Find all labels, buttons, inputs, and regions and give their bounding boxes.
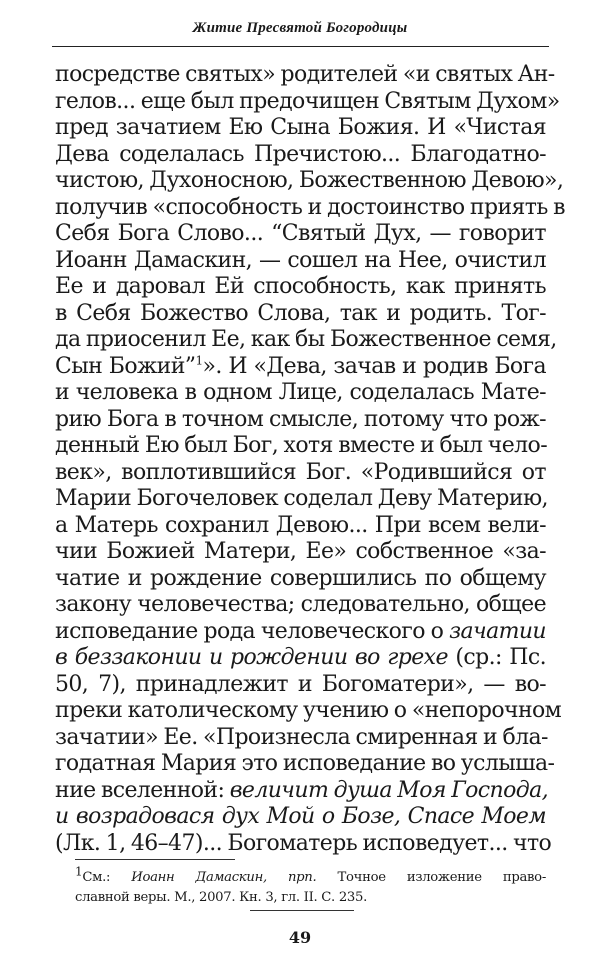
footnote-author: Иоанн Дамаскин, прп.	[131, 870, 317, 885]
text-line: пред зачатием Ею Сына Божия. И «Чистая	[55, 115, 546, 140]
footnote	[75, 864, 546, 908]
text-line: зачатии» Ее. «Произнесла смиренная и бла-	[55, 724, 548, 750]
text-line: получив «способность и достоинство приять в	[55, 194, 565, 220]
text-line: в Себя Божество Слова, так и родить. Тог-	[55, 300, 546, 326]
text-line: да приосенил Ее, как бы Божественное семя,	[55, 327, 557, 352]
text-line: Марии Богочеловек соделал Деву Материю,	[55, 486, 548, 511]
text-line: и человека в одном Лице, соделалась Мате-	[55, 380, 546, 405]
text-line: в беззаконии и рождении во грехе (ср.: Пс.	[55, 645, 546, 670]
main-text	[55, 62, 565, 857]
page-number-rule	[250, 910, 354, 911]
header-rule	[52, 46, 549, 47]
text-line: и возрадовася дух Мой о Бозе, Спасе Моем	[55, 804, 546, 829]
text-line: рию Бога в точном смысле, потому что рож-	[55, 406, 546, 432]
text-line: закону человечества; следовательно, общее	[55, 592, 546, 617]
text-line: Иоанн Дамаскин, — сошел на Нее, очистил	[55, 247, 546, 273]
text-line: чии Божией Матери, Ее» собственное «за-	[55, 539, 546, 564]
footnote-marker: 1	[75, 864, 83, 879]
text-line: 50, 7), принадлежит и Богоматери», — во-	[55, 671, 546, 697]
text-line: (Лк. 1, 46–47)... Богоматерь исповедует... что	[55, 830, 552, 856]
running-head-title: Житие Пресвятой Богородицы	[192, 20, 408, 36]
footnote-line-2: славной веры. М., 2007. Кн. 3, гл. II. С. 235.	[75, 890, 367, 905]
text-line: Сын Божий”$^1$». И «Дева, зачав и родив Бога	[55, 353, 546, 379]
text-line: гелов... еще был предочищен Святым Духом»	[55, 88, 560, 114]
text-line: преки католическому учению о «непорочном	[55, 698, 562, 723]
text-line: посредстве святых» родителей «и святых Ан-	[55, 62, 555, 87]
text-line: годатная Мария это исповедание во услыша-	[55, 751, 555, 776]
text-line: Дева соделалась Пречистою... Благодатно-	[55, 141, 546, 167]
text-line: Ее и даровал Ей способность, как принять	[55, 274, 546, 299]
footnote-reference: 1	[195, 353, 203, 368]
text-line: ние вселенной: величит душа Моя Господа,	[55, 777, 548, 803]
page-number: 49	[288, 928, 312, 947]
footnote-line-1: $^1$См.: Иоанн Дамаскин, прп. Точное изложение право-	[75, 864, 546, 885]
text-line: чистою, Духоносною, Божественною Девою»,	[55, 168, 564, 193]
footnote-rule	[75, 859, 235, 860]
text-line: Себя Бога Слово... “Святый Дух, — говорит	[55, 221, 546, 246]
text-line: чатие и рождение совершились по общему	[55, 565, 546, 591]
text-line: век», воплотившийся Бог. «Родившийся от	[55, 459, 546, 485]
text-line: исповедание рода человеческого о зачатии	[55, 618, 546, 644]
text-line: а Матерь сохранил Девою... При всем вели-	[55, 512, 546, 538]
text-line: денный Ею был Бог, хотя вместе и был чело-	[55, 433, 548, 458]
